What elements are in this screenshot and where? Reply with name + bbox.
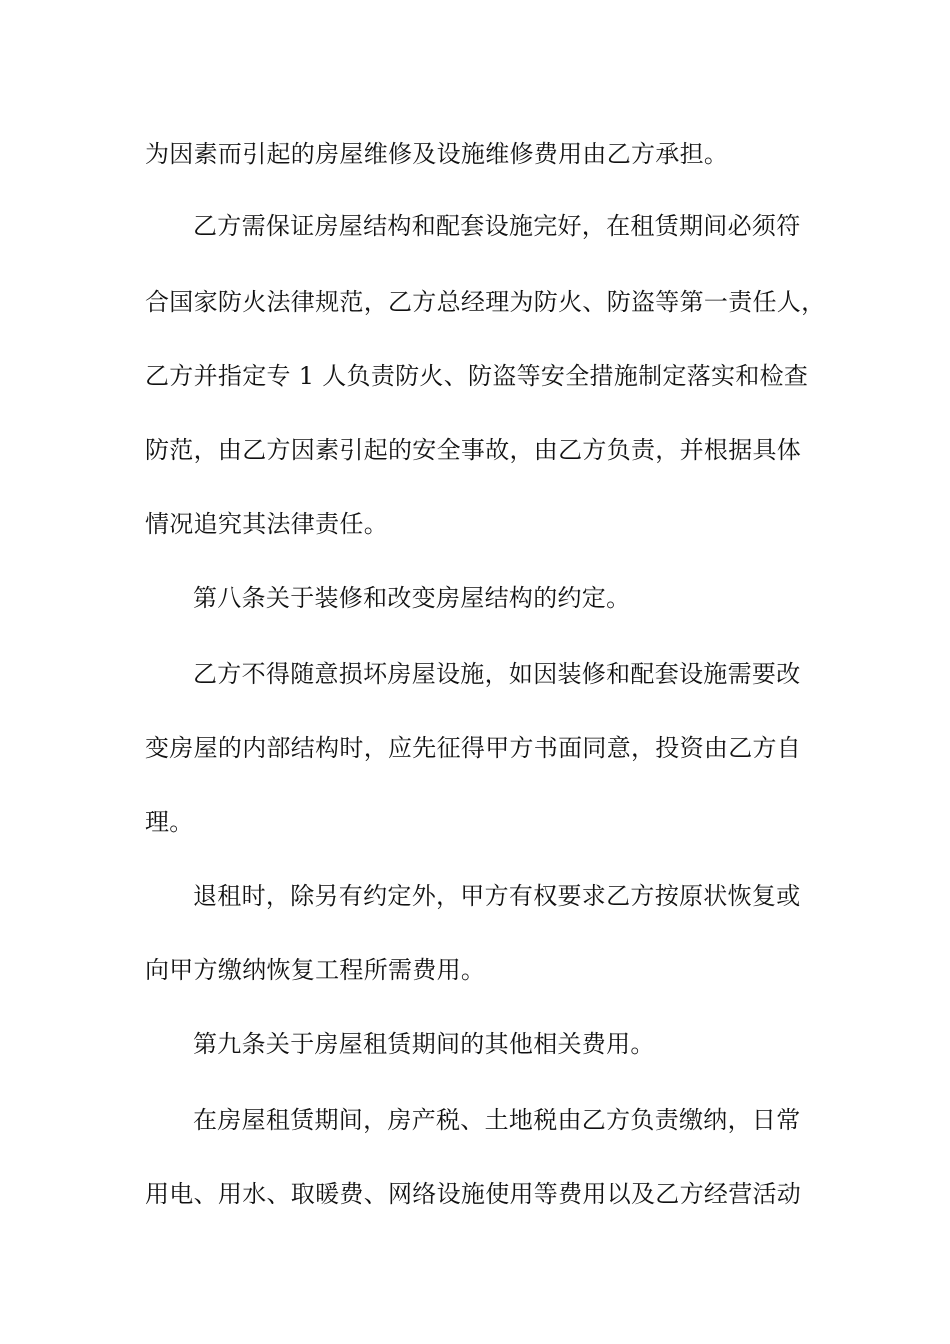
- text-line-4: 乙方并指定专 1 人负责防火、防盗等安全措施制定落实和检查: [145, 362, 809, 390]
- text-line-14: 在房屋租赁期间，房产税、土地税由乙方负责缴纳，日常: [193, 1106, 801, 1134]
- text-line-2: 乙方需保证房屋结构和配套设施完好，在租赁期间必须符: [193, 212, 801, 240]
- section-heading-article-8: 第八条关于装修和改变房屋结构的约定。: [193, 584, 631, 612]
- text-line-15: 用电、用水、取暖费、网络设施使用等费用以及乙方经营活动: [145, 1180, 802, 1208]
- text-line-10: 理。: [145, 808, 194, 836]
- text-line-11: 退租时，除另有约定外，甲方有权要求乙方按原状恢复或: [193, 882, 801, 910]
- text-line-8: 乙方不得随意损坏房屋设施，如因装修和配套设施需要改: [193, 660, 801, 688]
- text-line-1: 为因素而引起的房屋维修及设施维修费用由乙方承担。: [145, 140, 729, 168]
- text-line-3: 合国家防火法律规范，乙方总经理为防火、防盗等第一责任人，: [145, 288, 826, 316]
- text-line-5: 防范，由乙方因素引起的安全事故，由乙方负责，并根据具体: [145, 436, 802, 464]
- text-line-6: 情况追究其法律责任。: [145, 510, 388, 538]
- text-line-9: 变房屋的内部结构时，应先征得甲方书面同意，投资由乙方自: [145, 734, 802, 762]
- section-heading-article-9: 第九条关于房屋租赁期间的其他相关费用。: [193, 1030, 655, 1058]
- text-line-12: 向甲方缴纳恢复工程所需费用。: [145, 956, 486, 984]
